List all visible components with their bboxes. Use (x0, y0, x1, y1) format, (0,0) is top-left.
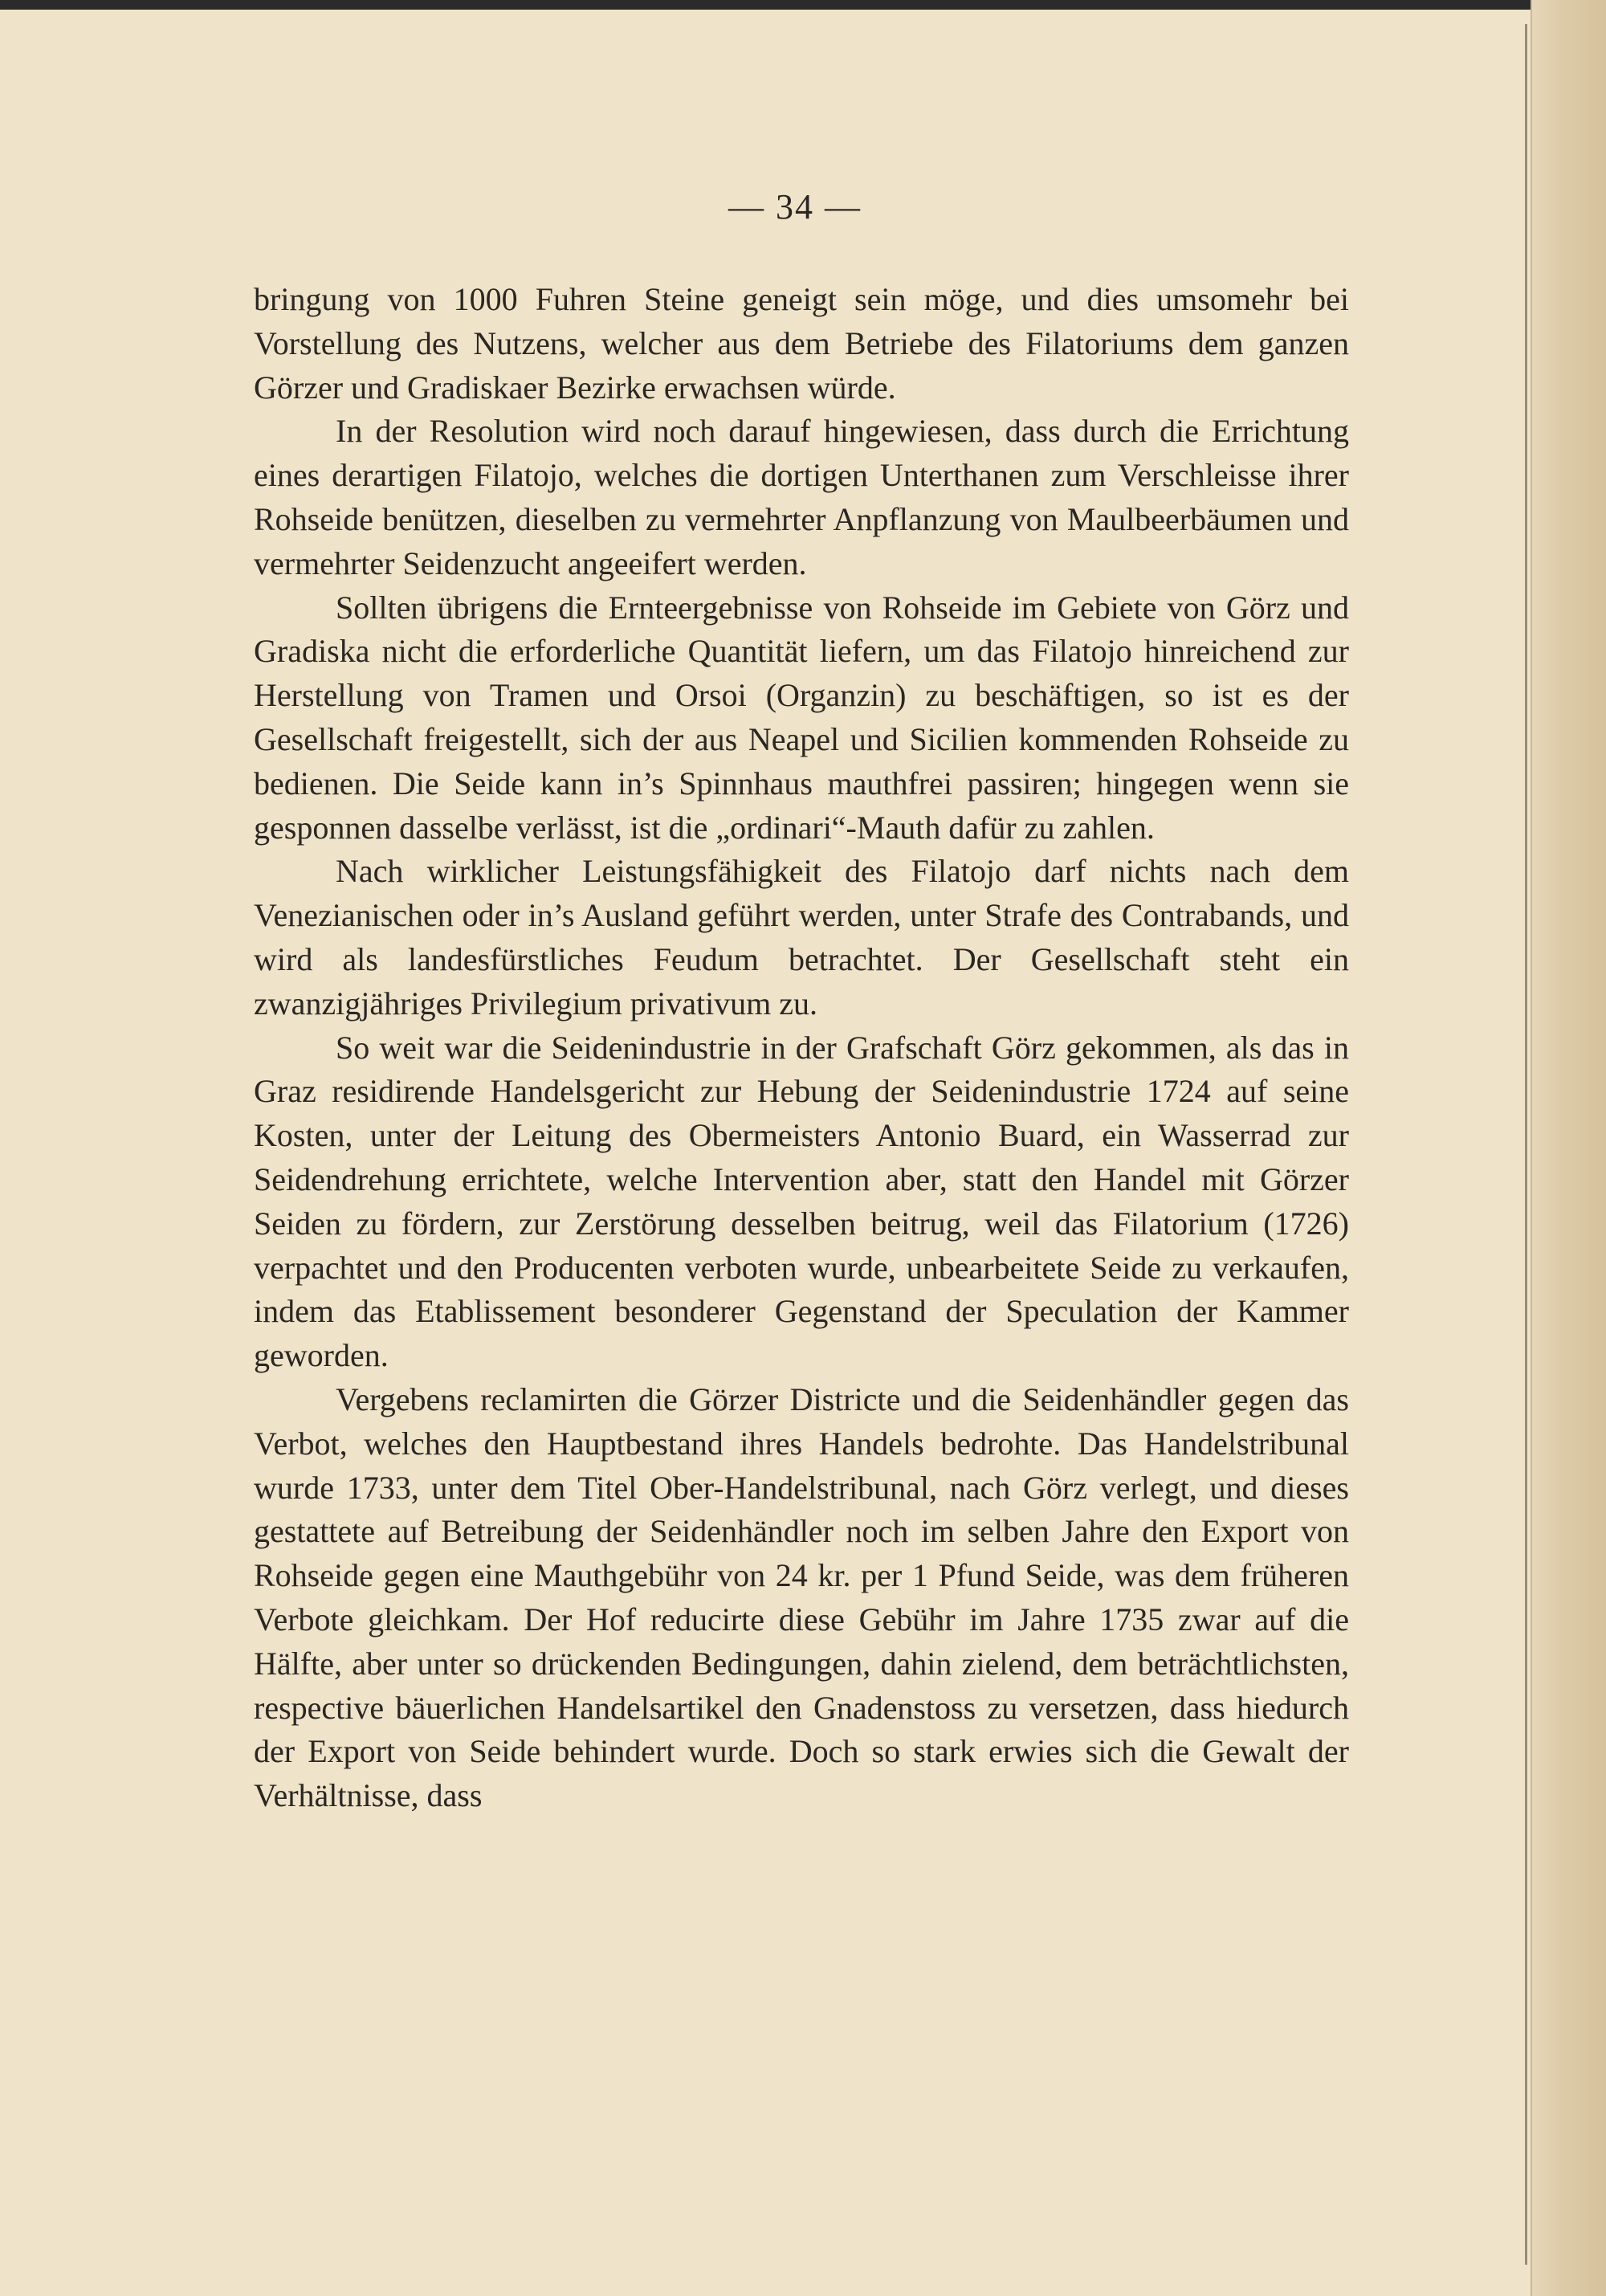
binding-line (1525, 24, 1527, 2265)
page-number: — 34 — (728, 187, 862, 226)
paragraph-2: In der Resolution wird noch darauf hingewiesen, dass durch die Errichtung eines derartigen Filatojo, welches die dortigen Unterthanen zum Verschleisse ihrer Rohseide benützen, dieselben zu vermehrter Anpflanzung von Maulbeerbäumen und vermehrter Seidenzucht angeeifert werden. (254, 413, 1349, 581)
paragraph-1: bringung von 1000 Fuhren Steine geneigt sein möge, und dies umsomehr bei Vorstellung des Nutzens, welcher aus dem Betriebe des Filatoriums dem ganzen Görzer und Gradiskaer Bezirke erwachsen würde. (254, 281, 1349, 406)
book-binding-edge (1531, 0, 1606, 2296)
paragraph-4: Nach wirklicher Leistungsfähigkeit des Filatojo darf nichts nach dem Venezianischen oder in’s Ausland geführt werden, unter Strafe des Contrabands, und wird als landesfürstliches Feudum betrachtet. Der Gesellschaft steht ein zwanzigjähriges Privilegium privativum zu. (254, 853, 1349, 1022)
scan-top-edge (0, 0, 1606, 10)
paragraph-6: Vergebens reclamirten die Görzer Districte und die Seidenhändler gegen das Verbot, welches den Hauptbestand ihres Handels bedrohte. Das Handelstribunal wurde 1733, unter dem Titel Ober-Handelstribunal, nach Görz verlegt, und dieses gestattete auf Betreibung der Seidenhändler noch im selben Jahre den Export von Rohseide gegen eine Mauthgebühr von 24 kr. per 1 Pfund Seide, was dem früheren Verbote gleichkam. Der Hof reducirte diese Gebühr im Jahre 1735 zwar auf die Hälfte, aber unter so drückenden Bedingungen, dahin zielend, dem beträchtlichsten, respective bäuerlichen Handelsartikel den Gnadenstoss zu versetzen, dass hiedurch der Export von Seide behindert wurde. Doch so stark erwies sich die Gewalt der Verhältnisse, dass (254, 1380, 1349, 1814)
paragraph-3: Sollten übrigens die Ernteergebnisse von Rohseide im Gebiete von Görz und Gradiska nicht die erforderliche Quantität liefern, um das Filatojo hinreichend zur Herstellung von Tramen und Orsoi (Organzin) zu beschäftigen, so ist es der Gesellschaft freigestellt, sich der aus Neapel und Sicilien kommenden Rohseide zu bedienen. Die Seide kann in’s Spinnhaus mauthfrei passiren; hingegen wenn sie gesponnen dasselbe verlässt, ist die „ordinari“-Mauth dafür zu zahlen. (254, 589, 1349, 846)
paragraph-5: So weit war die Seidenindustrie in der Grafschaft Görz gekommen, als das in Graz residirende Handelsgericht zur Hebung der Seidenindustrie 1724 auf seine Kosten, unter der Leitung des Obermeisters Antonio Buard, ein Wasserrad zur Seidendrehung errichtete, welche Intervention aber, statt den Handel mit Görzer Seiden zu fördern, zur Zerstörung desselben beitrug, weil das Filatorium (1726) verpachtet und den Producenten verboten wurde, unbearbeitete Seide zu verkaufen, indem das Etablissement besonderer Gegenstand der Speculation der Kammer geworden. (254, 1029, 1349, 1374)
body-text (254, 278, 1349, 1818)
